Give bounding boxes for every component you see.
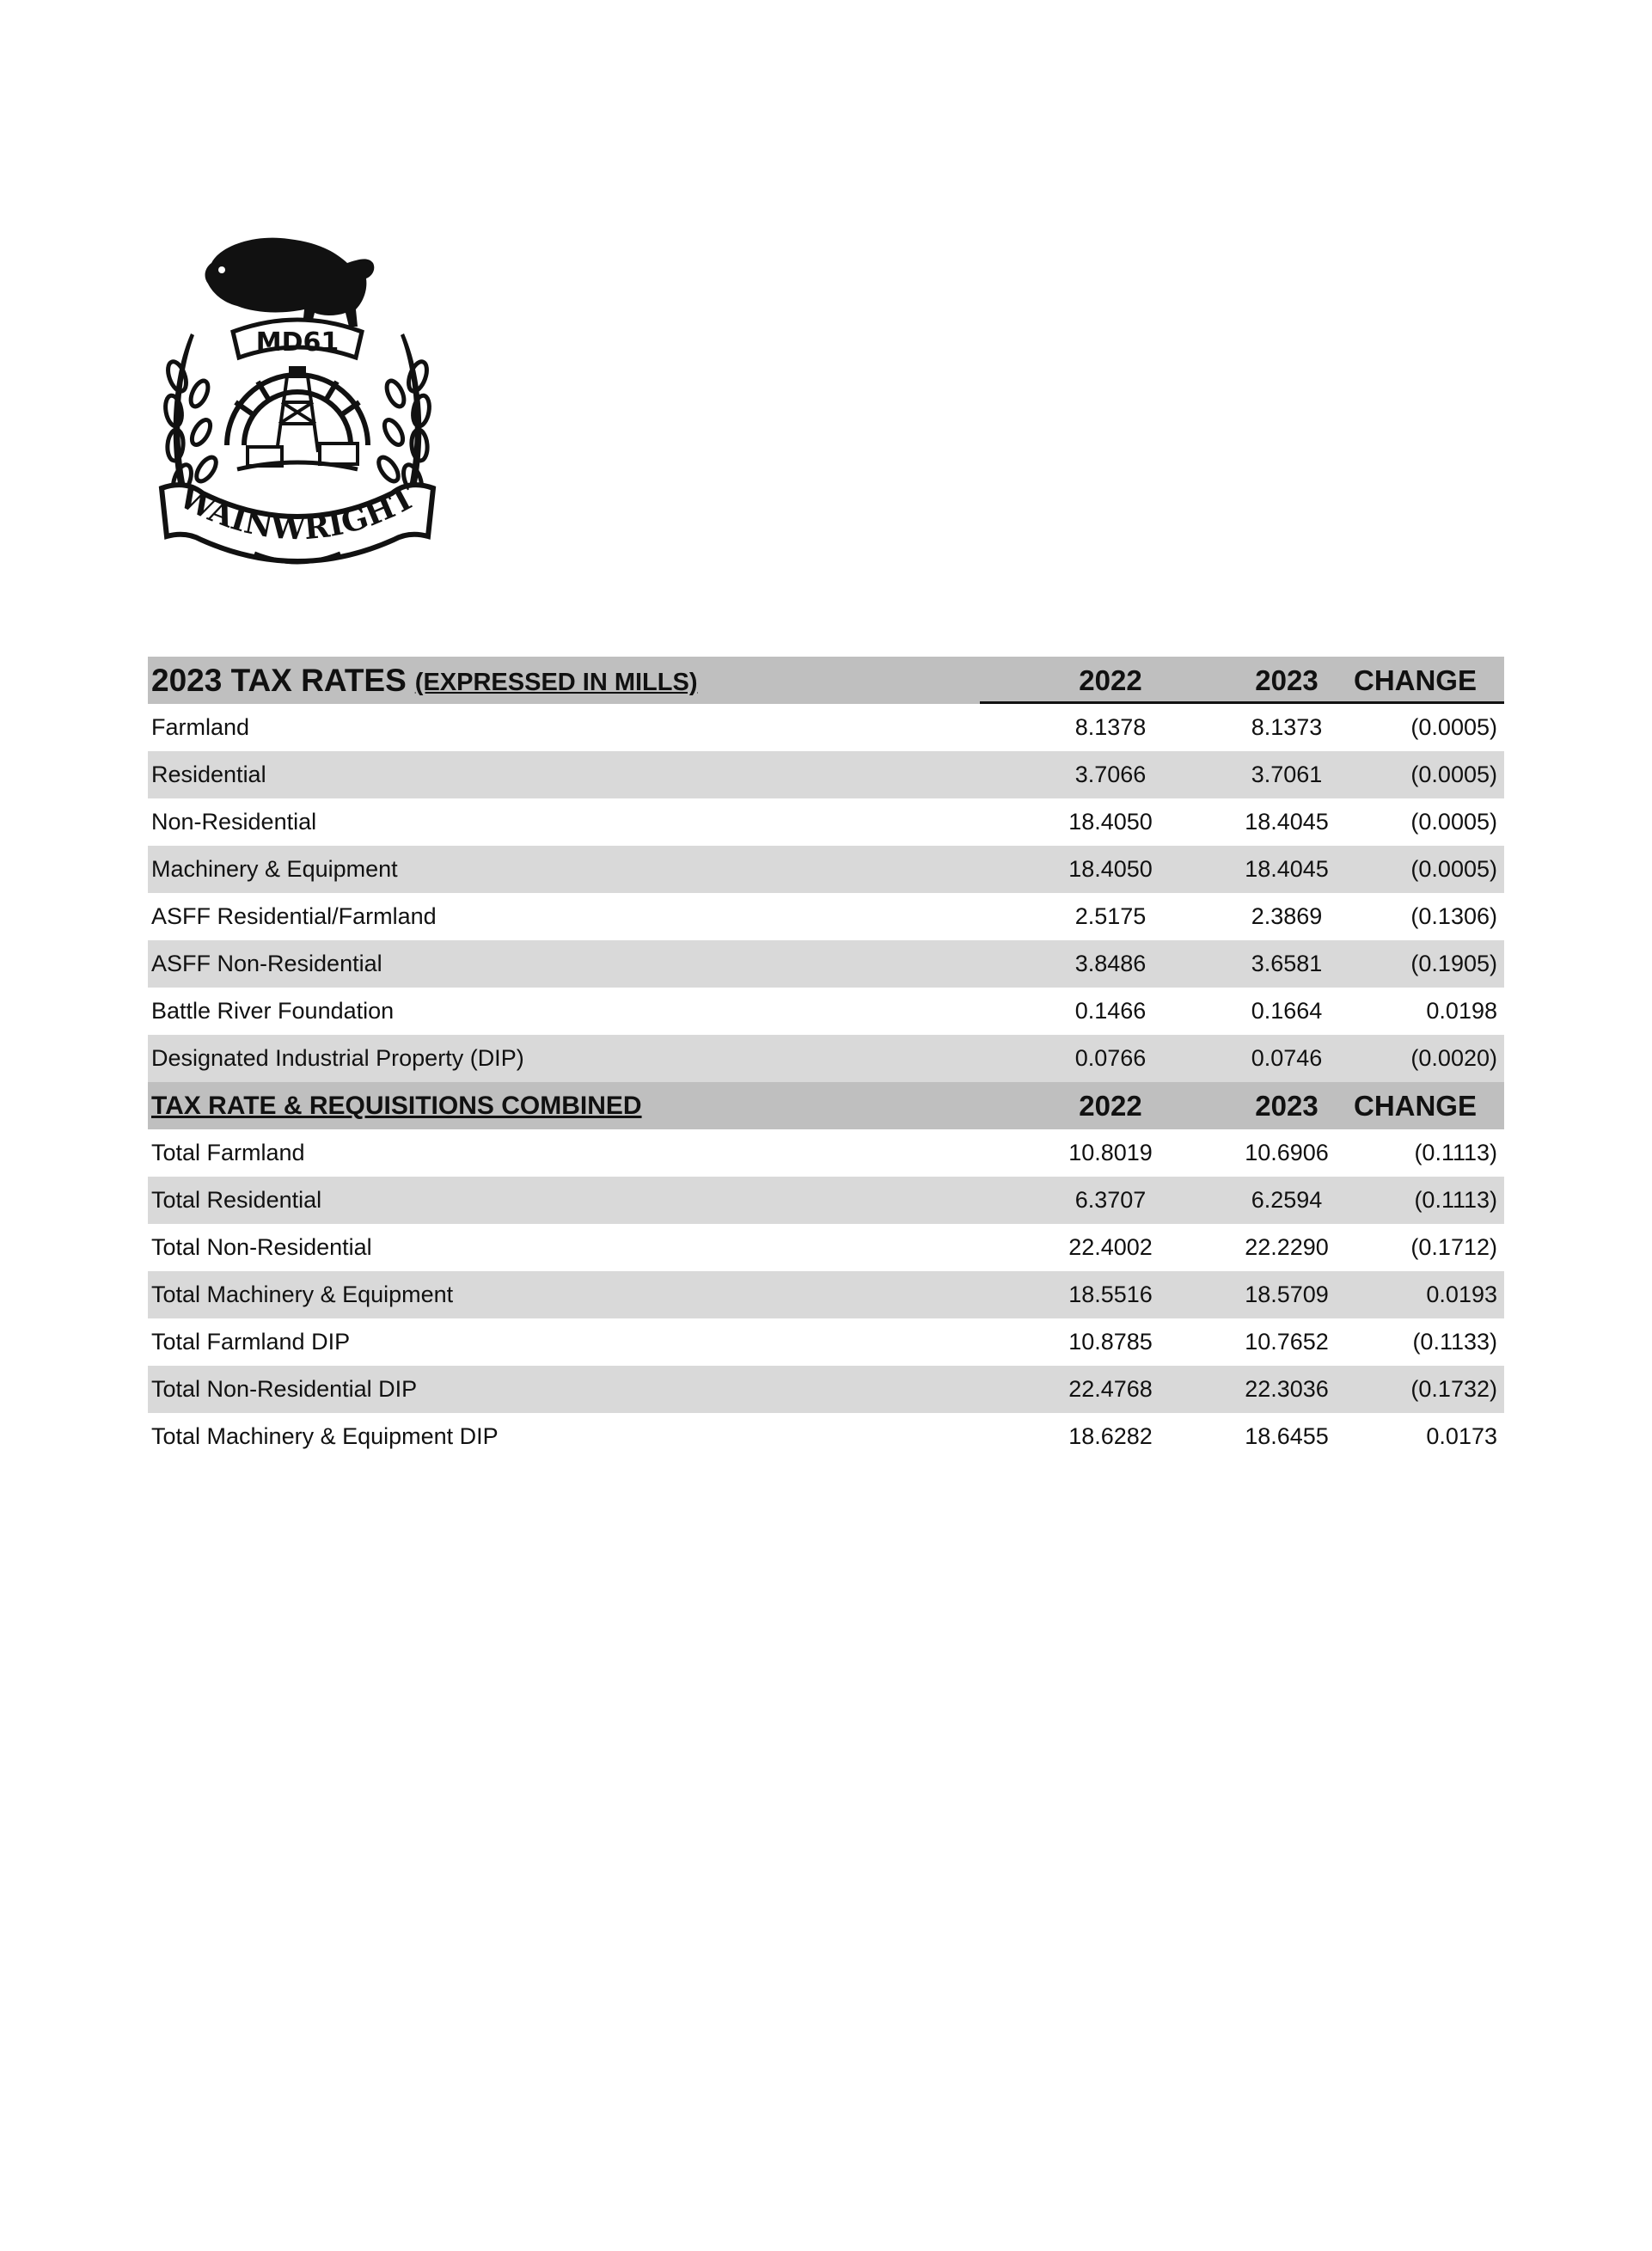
oil-derrick-icon — [277, 368, 318, 452]
table-row — [148, 940, 1504, 988]
md61-wainwright-logo — [151, 230, 444, 574]
row-change: 0.0198 — [1426, 998, 1497, 1024]
row-value-2023: 18.5709 — [1245, 1281, 1329, 1307]
row-value-2022: 8.1378 — [1074, 714, 1147, 740]
row-label: Total Machinery & Equipment DIP — [151, 1423, 499, 1449]
table-row — [148, 704, 1504, 751]
row-value-2022: 3.7066 — [1074, 762, 1147, 787]
row-label: Total Farmland — [151, 1140, 305, 1165]
row-value-2022: 2.5175 — [1074, 903, 1147, 929]
row-label: Farmland — [151, 714, 250, 740]
row-change: (0.0005) — [1410, 714, 1497, 740]
row-change: (0.1113) — [1414, 1187, 1497, 1213]
row-label: Residential — [151, 762, 266, 787]
row-label: Total Residential — [151, 1187, 322, 1213]
row-value-2022: 18.5516 — [1068, 1281, 1153, 1307]
row-value-2023: 18.6455 — [1245, 1423, 1329, 1449]
section2-col-change: CHANGE — [1353, 1089, 1477, 1122]
table-row — [148, 1271, 1504, 1318]
row-value-2022: 10.8785 — [1068, 1329, 1153, 1355]
table-row — [148, 751, 1504, 798]
row-change: (0.1113) — [1414, 1140, 1497, 1165]
row-change: (0.1712) — [1410, 1234, 1497, 1260]
row-change: (0.0005) — [1410, 762, 1497, 787]
row-label: ASFF Non-Residential — [151, 951, 382, 976]
row-value-2022: 18.4050 — [1068, 856, 1153, 882]
row-value-2023: 8.1373 — [1251, 714, 1323, 740]
table-row — [148, 798, 1504, 846]
row-value-2023: 6.2594 — [1251, 1187, 1323, 1213]
row-label: Total Non-Residential — [151, 1234, 372, 1260]
row-change: (0.1732) — [1410, 1376, 1497, 1402]
table-row — [148, 1366, 1504, 1413]
table-row — [148, 1129, 1504, 1177]
row-value-2023: 22.3036 — [1245, 1376, 1329, 1402]
section2-title: TAX RATE & REQUISITIONS COMBINED — [151, 1091, 642, 1120]
row-change: (0.1905) — [1410, 951, 1497, 976]
section1-header-row — [148, 657, 1504, 704]
logo-banner-text: WAINWRIGHT — [173, 479, 422, 547]
tax-rates-table — [148, 657, 1504, 1460]
section1-col-2022: 2022 — [1079, 664, 1142, 696]
row-change: (0.0005) — [1410, 809, 1497, 835]
row-value-2023: 3.6581 — [1251, 951, 1323, 976]
row-value-2023: 2.3869 — [1251, 903, 1323, 929]
section2-header-row — [148, 1082, 1504, 1129]
section1-title-text: 2023 TAX RATES — [151, 662, 407, 698]
row-value-2023: 0.0746 — [1251, 1045, 1323, 1071]
row-change: 0.0173 — [1426, 1423, 1497, 1449]
table-row — [148, 893, 1504, 940]
row-label: ASFF Residential/Farmland — [151, 903, 437, 929]
row-value-2022: 22.4768 — [1068, 1376, 1153, 1402]
section1-title — [151, 657, 697, 704]
table-row — [148, 1224, 1504, 1271]
section1-subtitle: (EXPRESSED IN MILLS) — [414, 669, 698, 696]
row-value-2022: 18.4050 — [1068, 809, 1153, 835]
row-value-2023: 18.4045 — [1245, 809, 1329, 835]
table-row — [148, 1035, 1504, 1082]
row-label: Total Non-Residential DIP — [151, 1376, 418, 1402]
section1-col-change: CHANGE — [1353, 664, 1477, 696]
row-value-2022: 22.4002 — [1068, 1234, 1153, 1260]
table-row — [148, 1413, 1504, 1460]
row-change: (0.1306) — [1410, 903, 1497, 929]
row-label: Non-Residential — [151, 809, 317, 835]
table-row — [148, 1177, 1504, 1224]
row-value-2023: 10.6906 — [1245, 1140, 1329, 1165]
row-label: Total Machinery & Equipment — [151, 1281, 454, 1307]
table-row — [148, 988, 1504, 1035]
table-row — [148, 1318, 1504, 1366]
table-row — [148, 846, 1504, 893]
logo-top-text: MD61 — [255, 327, 340, 358]
section1-col-2023: 2023 — [1255, 664, 1319, 696]
section2-col-2023: 2023 — [1255, 1089, 1319, 1122]
row-label: Machinery & Equipment — [151, 856, 398, 882]
row-value-2022: 6.3707 — [1074, 1187, 1147, 1213]
row-value-2022: 10.8019 — [1068, 1140, 1153, 1165]
row-value-2023: 0.1664 — [1251, 998, 1323, 1024]
row-value-2023: 10.7652 — [1245, 1329, 1329, 1355]
row-change: (0.0005) — [1410, 856, 1497, 882]
row-change: (0.1133) — [1412, 1329, 1497, 1355]
row-value-2022: 0.0766 — [1074, 1045, 1147, 1071]
row-value-2022: 18.6282 — [1068, 1423, 1153, 1449]
row-value-2023: 22.2290 — [1245, 1234, 1329, 1260]
row-value-2022: 3.8486 — [1074, 951, 1147, 976]
row-label: Designated Industrial Property (DIP) — [151, 1045, 524, 1071]
row-change: 0.0193 — [1426, 1281, 1497, 1307]
row-change: (0.0020) — [1410, 1045, 1497, 1071]
bison-icon — [205, 238, 375, 327]
row-value-2023: 3.7061 — [1251, 762, 1323, 787]
row-label: Total Farmland DIP — [151, 1329, 351, 1355]
row-value-2023: 18.4045 — [1245, 856, 1329, 882]
row-label: Battle River Foundation — [151, 998, 395, 1024]
row-value-2022: 0.1466 — [1074, 998, 1147, 1024]
section2-col-2022: 2022 — [1079, 1089, 1142, 1122]
